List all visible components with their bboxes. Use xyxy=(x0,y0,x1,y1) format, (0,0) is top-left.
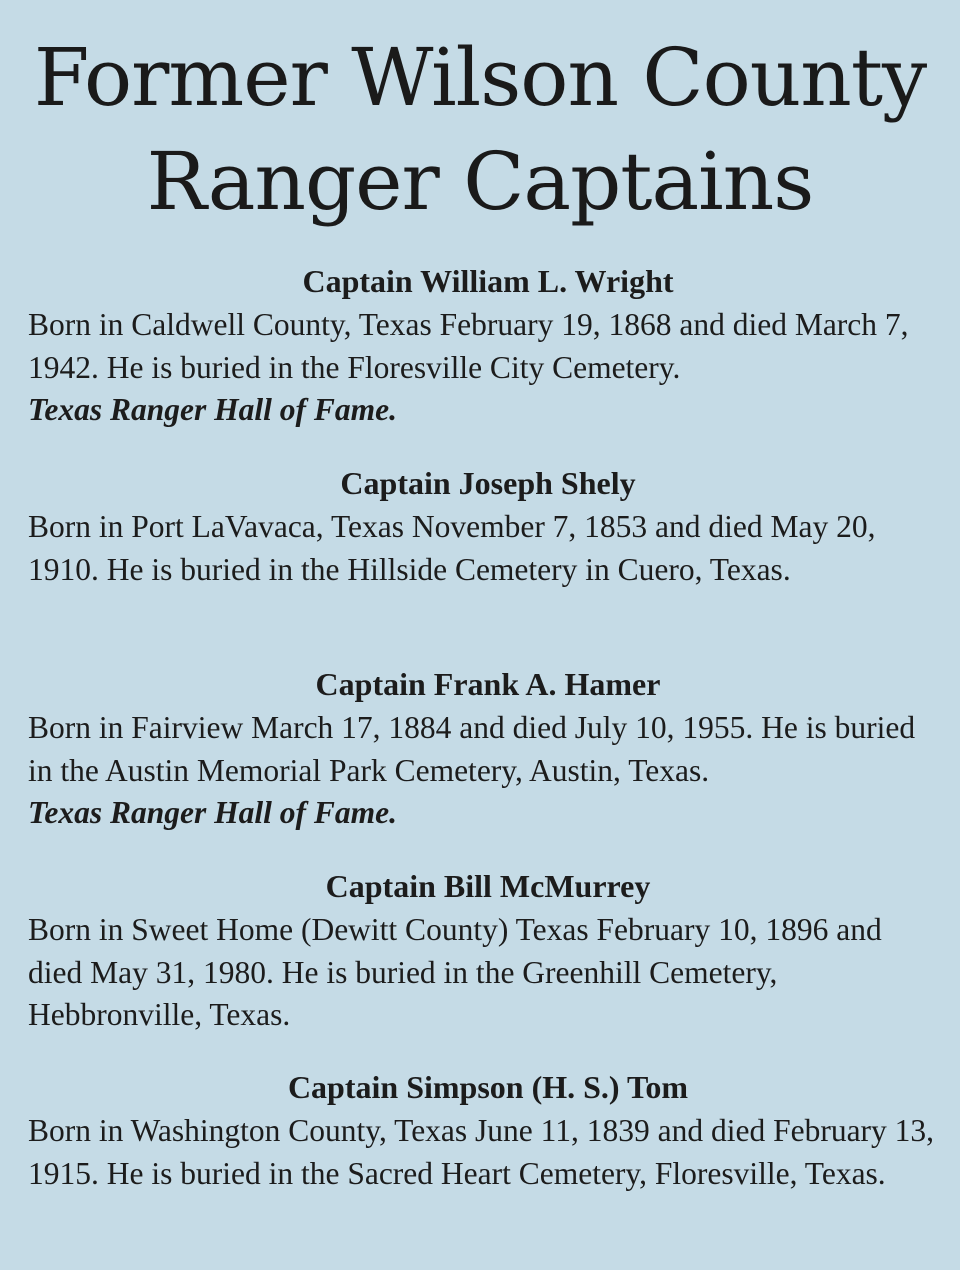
captain-name: Captain Joseph Shely xyxy=(340,465,636,501)
captain-name: Captain Bill McMurrey xyxy=(325,868,651,904)
captain-entry xyxy=(28,464,938,591)
captain-bio xyxy=(28,304,938,432)
hall-of-fame-note: Texas Ranger Hall of Fame. xyxy=(28,392,397,427)
title-line-2: Ranger Captains xyxy=(146,135,814,228)
page-title xyxy=(0,26,960,234)
captain-entry xyxy=(28,262,938,432)
captain-bio xyxy=(28,707,938,835)
captain-bio-text: Born in Washington County, Texas June 11, 1839 and died February 13, 1915. He is buried in the Sacred Heart Cemetery, Floresville, Texas. xyxy=(28,1113,935,1191)
captain-name: Captain Frank A. Hamer xyxy=(315,666,661,702)
captain-bio-text: Born in Port LaVavaca, Texas November 7, 1853 and died May 20, 1910. He is buried in the Hillside Cemetery in Cuero, Texas. xyxy=(28,509,876,587)
captain-name: Captain William L. Wright xyxy=(302,263,674,299)
captain-bio xyxy=(28,506,938,591)
captain-bio xyxy=(28,1110,938,1195)
captain-bio xyxy=(28,909,938,1037)
captain-name: Captain Simpson (H. S.) Tom xyxy=(287,1069,689,1105)
captain-bio-text: Born in Caldwell County, Texas February 19, 1868 and died March 7, 1942. He is buried in the Floresville City Cemetery. xyxy=(28,307,909,385)
captain-bio-text: Born in Sweet Home (Dewitt County) Texas February 10, 1896 and died May 31, 1980. He is buried in the Greenhill Cemetery, Hebbronville, Texas. xyxy=(28,912,882,1032)
captain-bio-text: Born in Fairview March 17, 1884 and died July 10, 1955. He is buried in the Austin Memorial Park Cemetery, Austin, Texas. xyxy=(28,710,916,788)
captain-entry xyxy=(28,665,938,835)
title-line-1: Former Wilson County xyxy=(33,31,927,124)
captain-entry xyxy=(28,867,938,1037)
hall-of-fame-note: Texas Ranger Hall of Fame. xyxy=(28,795,397,830)
captain-entry xyxy=(28,1068,938,1195)
